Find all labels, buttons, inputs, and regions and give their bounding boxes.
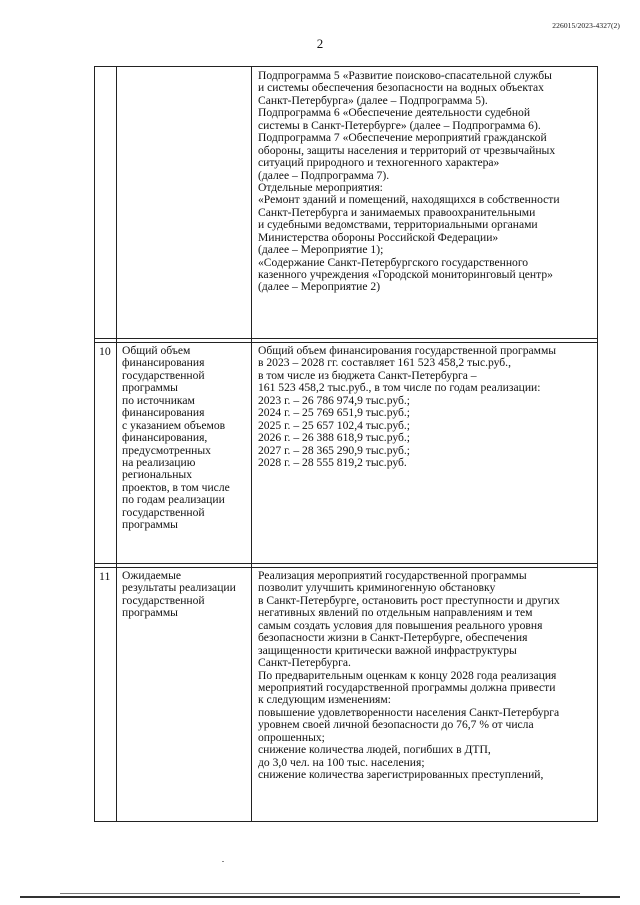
document-number: 226015/2023-4327(2): [552, 21, 620, 30]
page-number: 2: [316, 36, 324, 51]
table-border-bottom: [94, 821, 598, 822]
table-divider-num: [116, 66, 117, 822]
row-separator-2: [94, 563, 598, 568]
row-11-content: Реализация мероприятий государственной программы позволит улучшить криминогенную обстановку в Санкт-Петербурге, остановить рост преступности и других негативных явлений по отдельным направлениям и тем самым создать условия для повышения реального уровня безопасности жизни в Санкт-Петербурге, обеспечения защищенности критически важной инфраструктуры Санкт-Петербурга. По предварительным оценкам к концу 2028 года реализация мероприятий государственной программы должна привести к следующим изменениям: повышение удовлетворенности населения Санкт-Петербурга уровнем своей личной безопасности до 76,7 % от числа опрошенных; снижение количества людей, погибших в ДТП, до 3,0 чел. на 100 тыс. населения; снижение количества зарегистрированных преступлений,: [258, 569, 560, 781]
scan-speck: [222, 861, 224, 862]
row-10-content: Общий объем финансирования государственной программы в 2023 – 2028 гг. составляет 161 523 458,2 тыс.руб., в том числе из бюджета Санкт-Петербурга – 161 523 458,2 тыс.руб., в том числе по годам реализации: 2023 г. – 26 786 974,9 тыс.руб.; 2024 г. – 25 769 651,9 тыс.руб.; 2025 г. – 25 657 102,4 тыс.руб.; 2026 г. – 26 388 618,9 тыс.руб.; 2027 г. – 28 365 290,9 тыс.руб.; 2028 г. – 28 555 819,2 тыс.руб.: [258, 344, 557, 469]
table-border-top: [94, 66, 598, 67]
row-10-label: Общий объем финансирования государственной программы по источникам финансирования с указанием объемов финансирования, предусмотренных на реализацию региональных проектов, в том числе по годам реализации государственной программы: [122, 344, 230, 532]
row-11-label: Ожидаемые результаты реализации государственной программы: [122, 569, 236, 620]
row-11-number: 11: [99, 569, 111, 583]
passport-table: [94, 66, 598, 822]
row-0-content: Подпрограмма 5 «Развитие поисково-спасательной службы и системы обеспечения безопасности на водных объектах Санкт-Петербурга» (далее – Подпрограмма 5). Подпрограмма 6 «Обеспечение деятельности судебной системы в Санкт-Петербурге» (далее – Подпрограмма 6). Подпрограмма 7 «Обеспечение мероприятий гражданской обороны, защиты населения и территорий от чрезвычайных ситуаций природного и техногенного характера» (далее – Подпрограмма 7). Отдельные мероприятия: «Ремонт зданий и помещений, находящихся в собственности Санкт-Петербурга и занимаемых правоохранительными и судебными ведомствами, территориальными органами Министерства обороны Российской Федерации» (далее – Мероприятие 1); «Содержание Санкт-Петербургского государственного казенного учреждения «Городской мониторинговый центр» (далее – Мероприятие 2): [258, 69, 560, 294]
table-border-left: [94, 66, 95, 822]
row-separator-1: [94, 338, 598, 343]
row-10-number: 10: [99, 344, 111, 358]
table-divider-label: [251, 66, 252, 822]
table-border-right: [597, 66, 598, 822]
scan-footer-edge: [60, 893, 580, 894]
scan-footer-edge-bold: [20, 896, 620, 898]
